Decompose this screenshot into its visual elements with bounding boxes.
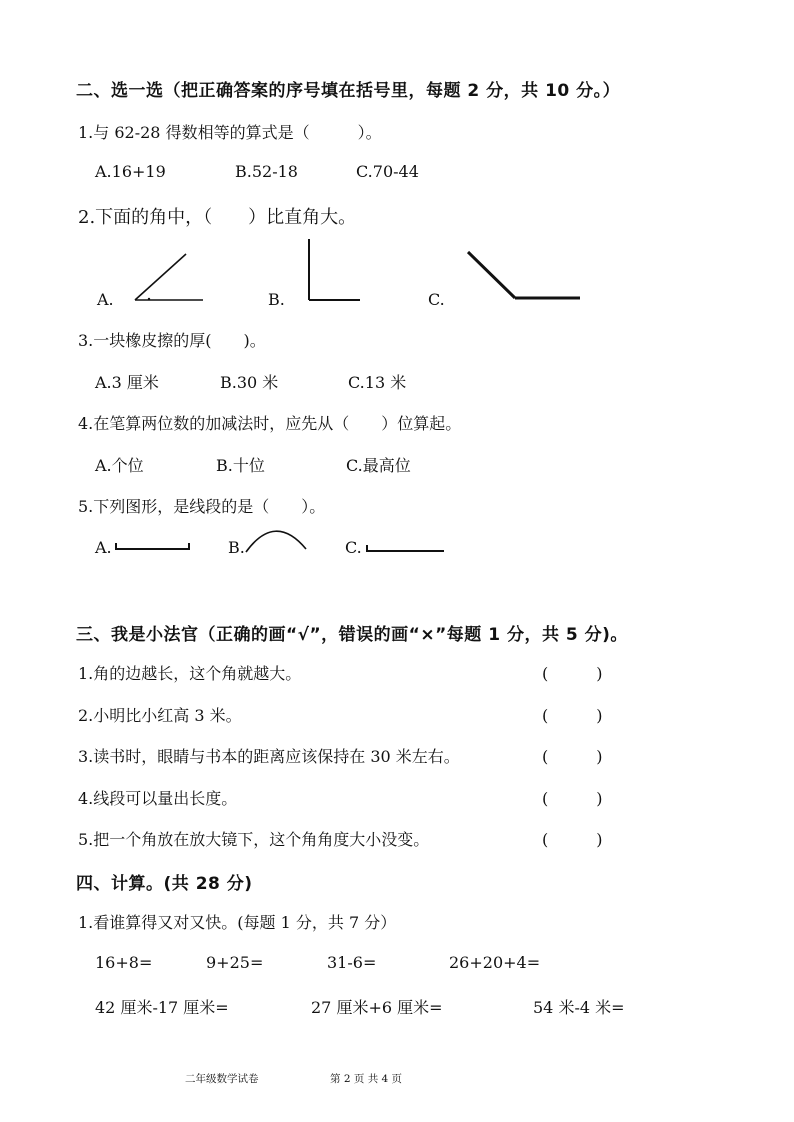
- question-1: 1.与 62-28 得数相等的算式是（ ）。: [78, 123, 382, 142]
- judge-answer-1[interactable]: ( ): [542, 664, 603, 683]
- calc-subheading: 1.看谁算得又对又快。(每题 1 分，共 7 分）: [78, 913, 397, 932]
- section-3-heading: 三、我是小法官（正确的画“√”，错误的画“×”每题 1 分，共 5 分)。: [76, 625, 628, 645]
- judge-item-1: 1.角的边越长，这个角就越大。: [78, 664, 302, 683]
- q5-option-c: C.: [345, 538, 362, 557]
- acute-angle-figure: [135, 254, 203, 300]
- q1-option-c: C.70-44: [356, 162, 419, 181]
- question-4: 4.在笔算两位数的加减法时，应先从（ ）位算起。: [78, 414, 462, 433]
- q5-option-a: A.: [95, 538, 112, 557]
- judge-answer-3[interactable]: ( ): [542, 747, 603, 766]
- question-3: 3.一块橡皮擦的厚( )。: [78, 331, 266, 350]
- judge-answer-2[interactable]: ( ): [542, 706, 603, 725]
- calc-problem: 16+8=: [95, 953, 153, 972]
- q1-option-a: A.16+19: [95, 162, 166, 181]
- q4-option-c: C.最高位: [346, 456, 411, 475]
- q3-option-b: B.30 米: [220, 373, 279, 392]
- q2-option-c: C.: [428, 290, 445, 309]
- q5-segment-c: [367, 545, 444, 552]
- judge-answer-4[interactable]: ( ): [542, 789, 603, 808]
- q5-option-b: B.: [228, 538, 245, 557]
- q3-option-c: C.13 米: [348, 373, 407, 392]
- q4-option-a: A.个位: [95, 456, 144, 475]
- judge-item-3: 3.读书时，眼睛与书本的距离应该保持在 30 米左右。: [78, 747, 460, 766]
- calc-problem: 27 厘米+6 厘米=: [311, 998, 443, 1017]
- right-angle-figure: [309, 239, 360, 300]
- question-2: 2.下面的角中，（ ）比直角大。: [78, 207, 357, 228]
- q4-option-b: B.十位: [216, 456, 265, 475]
- footer-title: 二年级数学试卷: [185, 1073, 259, 1085]
- obtuse-angle-figure: [468, 252, 580, 298]
- calc-problem: 9+25=: [206, 953, 264, 972]
- judge-item-4: 4.线段可以量出长度。: [78, 789, 238, 808]
- question-5: 5.下列图形，是线段的是（ ）。: [78, 497, 326, 516]
- section-2-heading: 二、选一选（把正确答案的序号填在括号里，每题 2 分，共 10 分。）: [76, 81, 621, 101]
- footer-page-number: 第 2 页 共 4 页: [330, 1073, 403, 1085]
- q3-option-a: A.3 厘米: [95, 373, 159, 392]
- section-4-heading: 四、计算。(共 28 分): [76, 874, 253, 894]
- judge-item-2: 2.小明比小红高 3 米。: [78, 706, 242, 725]
- q5-curve-b: [246, 531, 306, 552]
- calc-problem: 54 米-4 米=: [533, 998, 625, 1017]
- q5-segment-a: [116, 543, 189, 550]
- judge-item-5: 5.把一个角放在放大镜下，这个角角度大小没变。: [78, 830, 430, 849]
- q2-option-a: A.: [97, 290, 114, 309]
- q1-option-b: B.52-18: [235, 162, 298, 181]
- judge-answer-5[interactable]: ( ): [542, 830, 603, 849]
- calc-problem: 31-6=: [327, 953, 377, 972]
- q2-option-b: B.: [268, 290, 285, 309]
- calc-problem: 42 厘米-17 厘米=: [95, 998, 229, 1017]
- calc-problem: 26+20+4=: [449, 953, 541, 972]
